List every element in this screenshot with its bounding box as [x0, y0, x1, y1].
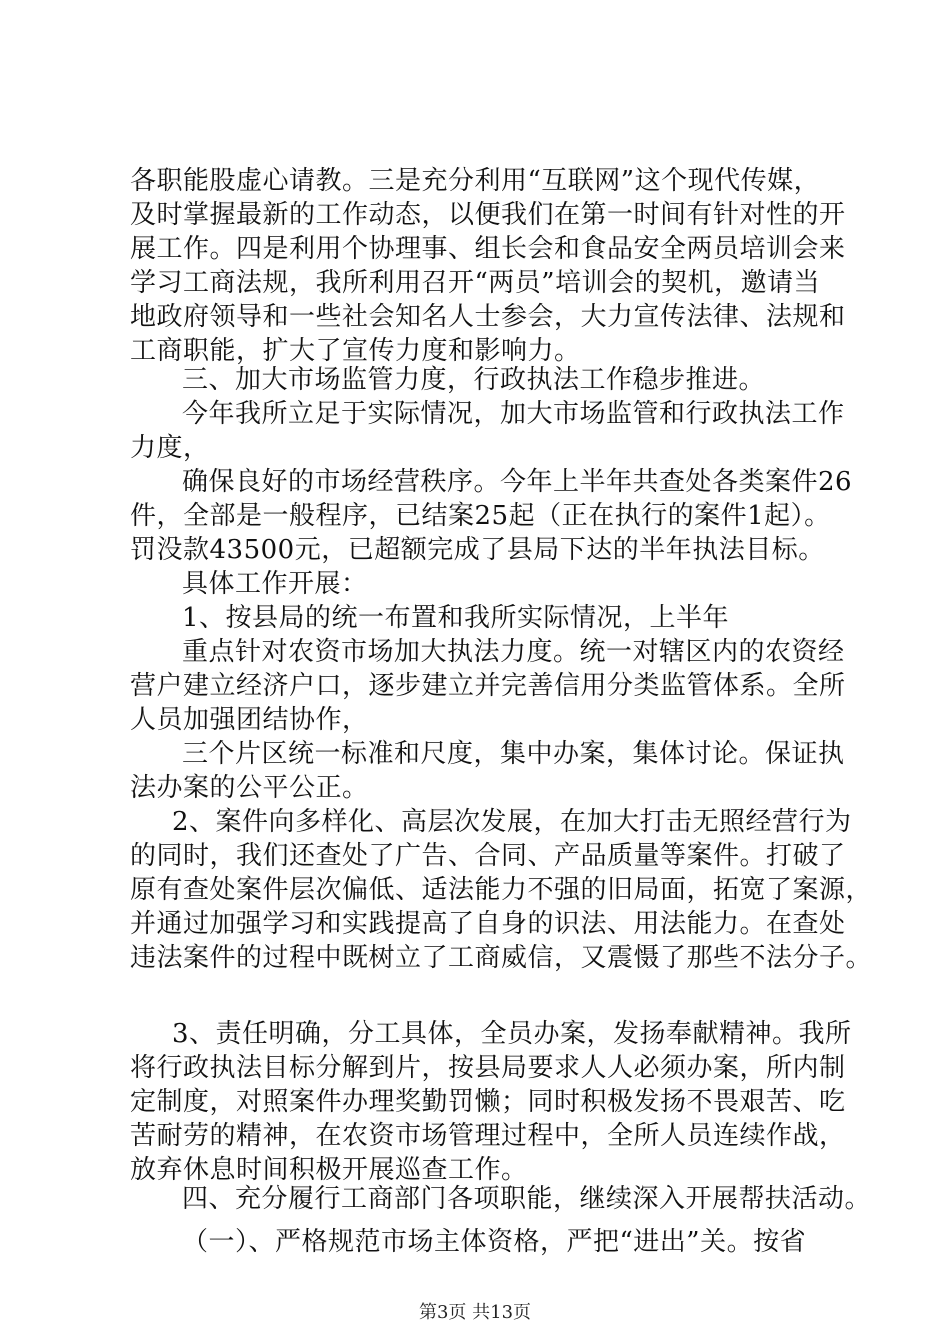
item-2-line-4: 并通过加强学习和实践提高了自身的识法、用法能力。在查处	[130, 909, 846, 939]
body-line-5: 地政府领导和一些社会知名人士参会，大力宣传法律、法规和	[130, 302, 846, 332]
item-3-line-4: 苦耐劳的精神，在农资市场管理过程中，全所人员连续作战，	[130, 1121, 846, 1151]
subsection-1-line-1: （一）、严格规范市场主体资格，严把“进出”关。按省	[182, 1227, 807, 1257]
body-line-1: 各职能股虚心请教。三是充分利用“互联网”这个现代传媒，	[130, 166, 821, 196]
page-footer: 第3页 共13页	[418, 1302, 532, 1323]
item-2-line-1: 2、案件向多样化、高层次发展，在加大打击无照经营行为	[172, 807, 852, 837]
item-3-line-2: 将行政执法目标分解到片，按县局要求人人必须办案，所内制	[130, 1053, 846, 1083]
body-line-9: 力度，	[130, 433, 210, 463]
body-line-12: 罚没款43500元，已超额完成了县局下达的半年执法目标。	[130, 535, 825, 565]
item-2-line-2: 的同时，我们还查处了广告、合同、产品质量等案件。打破了	[130, 841, 846, 871]
body-line-6: 工商职能，扩大了宣传力度和影响力。	[130, 336, 581, 366]
body-line-8: 今年我所立足于实际情况，加大市场监管和行政执法工作	[182, 399, 845, 429]
body-line-3: 展工作。四是利用个协理事、组长会和食品安全两员培训会来	[130, 234, 846, 264]
body-line-11: 件，全部是一般程序，已结案25起（正在执行的案件1起）。	[130, 501, 831, 531]
item-1-line-6: 法办案的公平公正。	[130, 773, 369, 803]
section-heading-3: 三、加大市场监管力度，行政执法工作稳步推进。	[182, 365, 766, 395]
item-3-line-3: 定制度，对照案件办理奖勤罚懒；同时积极发扬不畏艰苦、吃	[130, 1087, 846, 1117]
item-1-line-4: 人员加强团结协作，	[130, 705, 369, 735]
body-line-2: 及时掌握最新的工作动态，以便我们在第一时间有针对性的开	[130, 200, 846, 230]
body-line-10: 确保良好的市场经营秩序。今年上半年共查处各类案件26	[182, 467, 853, 497]
item-2-line-3: 原有查处案件层次偏低、适法能力不强的旧局面，拓宽了案源，	[130, 875, 873, 905]
item-1-line-5: 三个片区统一标准和尺度，集中办案，集体讨论。保证执	[182, 739, 845, 769]
subheading-work: 具体工作开展：	[182, 569, 368, 599]
item-1-line-1: 1、按县局的统一布置和我所实际情况，上半年	[182, 603, 730, 633]
section-heading-4: 四、充分履行工商部门各项职能，继续深入开展帮扶活动。	[182, 1184, 872, 1214]
item-3-line-5: 放弃休息时间积极开展巡查工作。	[130, 1155, 528, 1185]
item-2-line-5: 违法案件的过程中既树立了工商威信，又震慑了那些不法分子。	[130, 943, 873, 973]
item-1-line-2: 重点针对农资市场加大执法力度。统一对辖区内的农资经	[182, 637, 845, 667]
body-line-4: 学习工商法规，我所利用召开“两员”培训会的契机，邀请当	[130, 268, 821, 298]
item-3-line-1: 3、责任明确，分工具体，全员办案，发扬奉献精神。我所	[172, 1019, 852, 1049]
item-1-line-3: 营户建立经济户口，逐步建立并完善信用分类监管体系。全所	[130, 671, 846, 701]
